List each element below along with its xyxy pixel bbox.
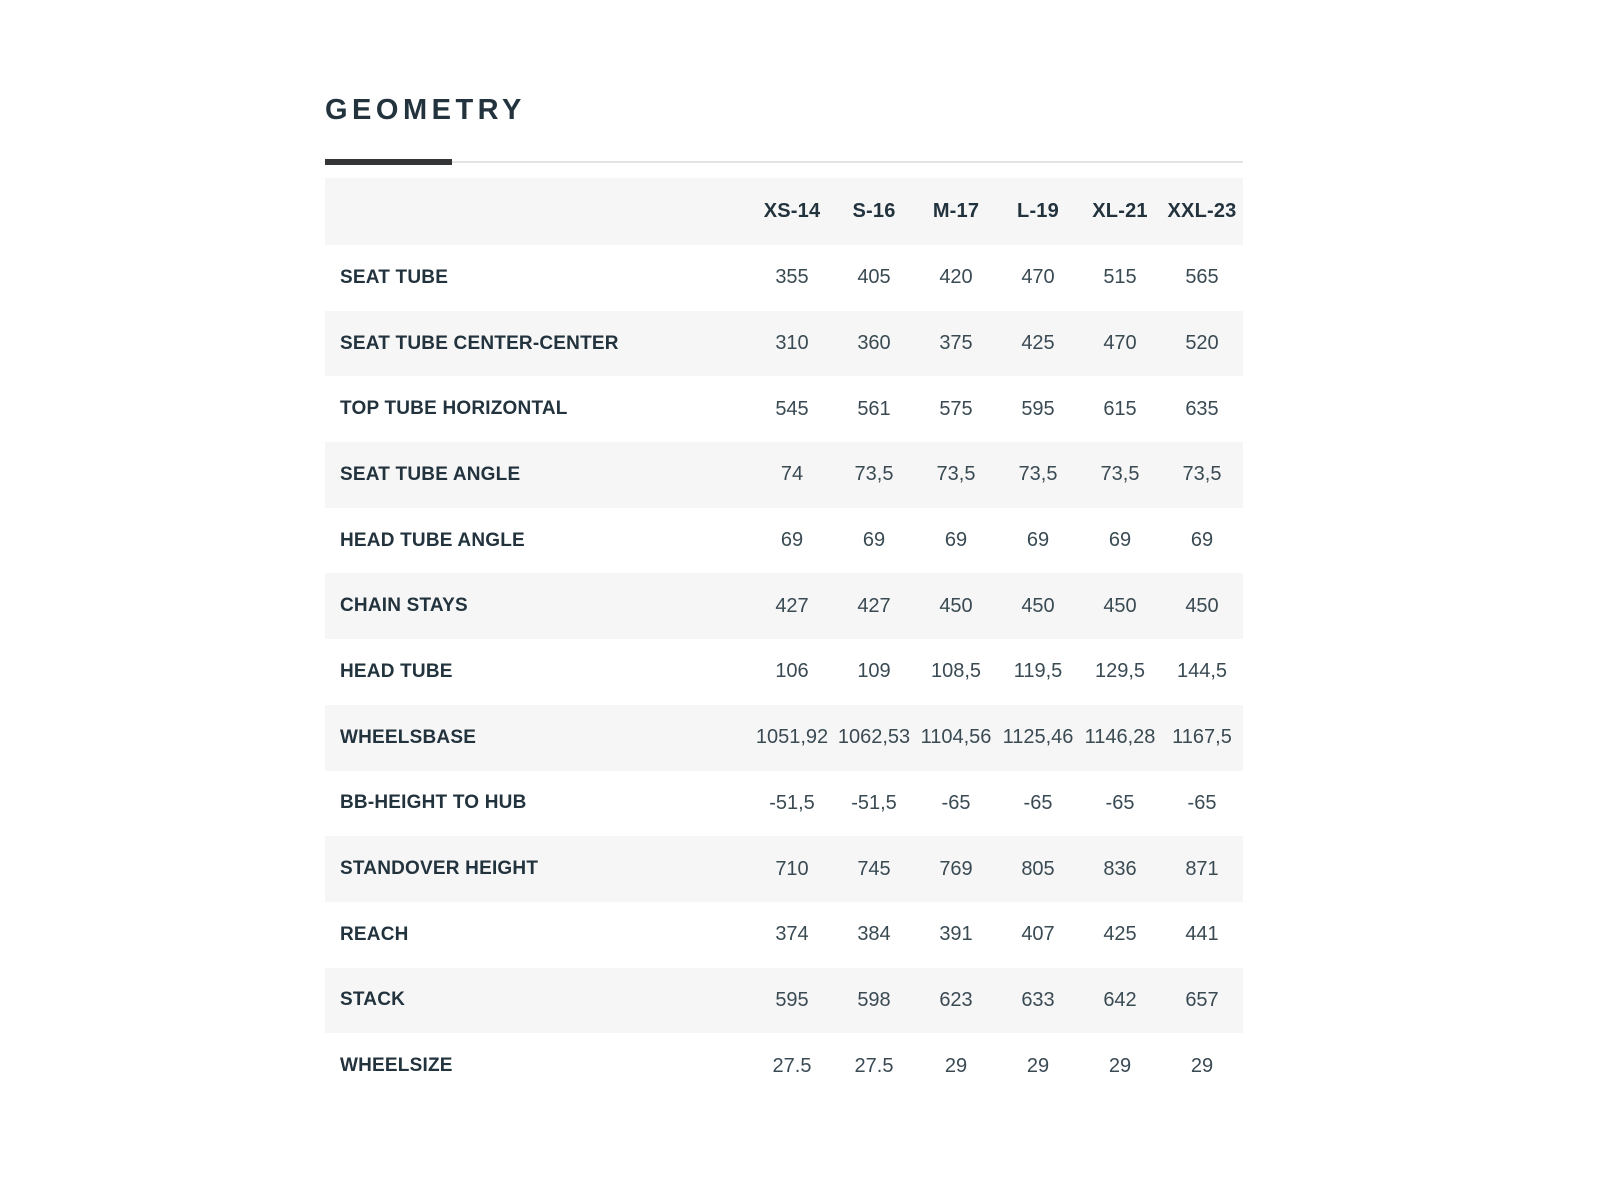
value-cell: 425 (1021, 332, 1055, 355)
table-row (325, 836, 1243, 902)
value-cell: 805 (1021, 857, 1055, 880)
value-cell: 427 (857, 594, 891, 617)
row-label: WHEELSBASE (340, 726, 477, 748)
value-cell: 69 (1190, 529, 1214, 552)
column-header-xs-14: XS-14 (763, 200, 821, 222)
value-cell: -65 (1105, 791, 1135, 814)
value-cell: 69 (944, 529, 968, 552)
column-header-m-17: M-17 (932, 200, 980, 222)
geometry-table (325, 178, 1243, 1099)
value-cell: 470 (1103, 332, 1137, 355)
value-cell: 425 (1103, 923, 1137, 946)
value-cell: 565 (1185, 266, 1219, 289)
value-cell: 69 (862, 529, 886, 552)
geometry-section (325, 93, 1243, 1099)
table-row (325, 705, 1243, 771)
row-label: HEAD TUBE ANGLE (340, 529, 525, 551)
value-cell: 615 (1103, 397, 1137, 420)
table-row (325, 311, 1243, 377)
table-row (325, 508, 1243, 574)
value-cell: 405 (857, 266, 891, 289)
value-cell: 27.5 (854, 1054, 894, 1077)
table-row (325, 771, 1243, 837)
value-cell: 450 (1185, 594, 1219, 617)
column-header-xl-21: XL-21 (1092, 200, 1148, 222)
table-row (325, 639, 1243, 705)
value-cell: 29 (944, 1054, 968, 1077)
value-cell: 657 (1185, 988, 1219, 1011)
value-cell: -65 (941, 791, 971, 814)
divider-track-line (325, 161, 1243, 163)
value-cell: 375 (939, 332, 973, 355)
table-row (325, 376, 1243, 442)
section-title: GEOMETRY (325, 94, 526, 126)
value-cell: 27.5 (772, 1054, 812, 1077)
table-row (325, 245, 1243, 311)
value-cell: 545 (775, 397, 809, 420)
column-header-xxl-23: XXL-23 (1167, 200, 1237, 222)
value-cell: 108,5 (930, 660, 982, 683)
value-cell: 623 (939, 988, 973, 1011)
value-cell: 745 (857, 857, 891, 880)
row-label: STANDOVER HEIGHT (340, 858, 539, 880)
value-cell: 384 (857, 923, 891, 946)
value-cell: -51,5 (769, 791, 815, 814)
value-cell: 73,5 (1182, 463, 1222, 486)
value-cell: 106 (775, 660, 809, 683)
value-cell: 74 (780, 463, 804, 486)
value-cell: 450 (1021, 594, 1055, 617)
table-row (325, 442, 1243, 508)
value-cell: 1167,5 (1172, 726, 1232, 749)
value-cell: 635 (1185, 397, 1219, 420)
table-row (325, 902, 1243, 968)
value-cell: 633 (1021, 988, 1055, 1011)
value-cell: 598 (857, 988, 891, 1011)
value-cell: 769 (939, 857, 973, 880)
value-cell: 73,5 (854, 463, 894, 486)
value-cell: 1146,28 (1084, 726, 1156, 749)
value-cell: 29 (1190, 1054, 1214, 1077)
value-cell: 129,5 (1094, 660, 1146, 683)
value-cell: 69 (1026, 529, 1050, 552)
row-label: HEAD TUBE (340, 660, 453, 682)
value-cell: 73,5 (1018, 463, 1058, 486)
value-cell: 595 (775, 988, 809, 1011)
value-cell: 119,5 (1013, 660, 1063, 683)
table-row (325, 573, 1243, 639)
row-label: SEAT TUBE CENTER-CENTER (340, 332, 619, 354)
row-label: STACK (340, 989, 406, 1011)
row-label: TOP TUBE HORIZONTAL (340, 398, 568, 420)
value-cell: 441 (1185, 923, 1219, 946)
value-cell: 515 (1103, 266, 1137, 289)
value-cell: 69 (780, 529, 804, 552)
value-cell: 1051,92 (755, 726, 829, 749)
value-cell: 144,5 (1176, 660, 1228, 683)
value-cell: 561 (857, 397, 891, 420)
row-label: CHAIN STAYS (340, 595, 468, 617)
table-row (325, 1033, 1243, 1099)
row-label: BB-HEIGHT TO HUB (340, 792, 527, 814)
value-cell: -65 (1187, 791, 1217, 814)
section-divider (325, 159, 1243, 165)
value-cell: 1104,56 (920, 726, 992, 749)
value-cell: 374 (775, 923, 809, 946)
value-cell: 1125,46 (1002, 726, 1074, 749)
value-cell: 1062,53 (837, 726, 911, 749)
value-cell: 73,5 (936, 463, 976, 486)
column-header-l-19: L-19 (1017, 200, 1059, 222)
value-cell: 595 (1021, 397, 1055, 420)
value-cell: 69 (1108, 529, 1132, 552)
value-cell: 520 (1185, 332, 1219, 355)
value-cell: -65 (1023, 791, 1053, 814)
value-cell: 29 (1026, 1054, 1050, 1077)
value-cell: 710 (775, 857, 809, 880)
value-cell: 73,5 (1100, 463, 1140, 486)
value-cell: -51,5 (851, 791, 897, 814)
value-cell: 360 (857, 332, 891, 355)
value-cell: 355 (775, 266, 809, 289)
row-label: SEAT TUBE (340, 266, 449, 288)
row-label: WHEELSIZE (340, 1055, 453, 1077)
table-row (325, 968, 1243, 1034)
value-cell: 450 (1103, 594, 1137, 617)
value-cell: 575 (939, 397, 973, 420)
row-label: REACH (340, 923, 409, 945)
table-header-row (325, 178, 1243, 245)
value-cell: 450 (939, 594, 973, 617)
value-cell: 29 (1108, 1054, 1132, 1077)
value-cell: 871 (1185, 857, 1219, 880)
row-label: SEAT TUBE ANGLE (340, 463, 521, 485)
value-cell: 470 (1021, 266, 1055, 289)
divider-active-indicator (325, 159, 452, 165)
value-cell: 427 (775, 594, 809, 617)
value-cell: 420 (939, 266, 973, 289)
value-cell: 391 (939, 923, 973, 946)
value-cell: 407 (1021, 923, 1055, 946)
value-cell: 836 (1103, 857, 1137, 880)
column-header-s-16: S-16 (852, 200, 896, 222)
value-cell: 310 (775, 332, 809, 355)
value-cell: 642 (1103, 988, 1137, 1011)
value-cell: 109 (857, 660, 891, 683)
